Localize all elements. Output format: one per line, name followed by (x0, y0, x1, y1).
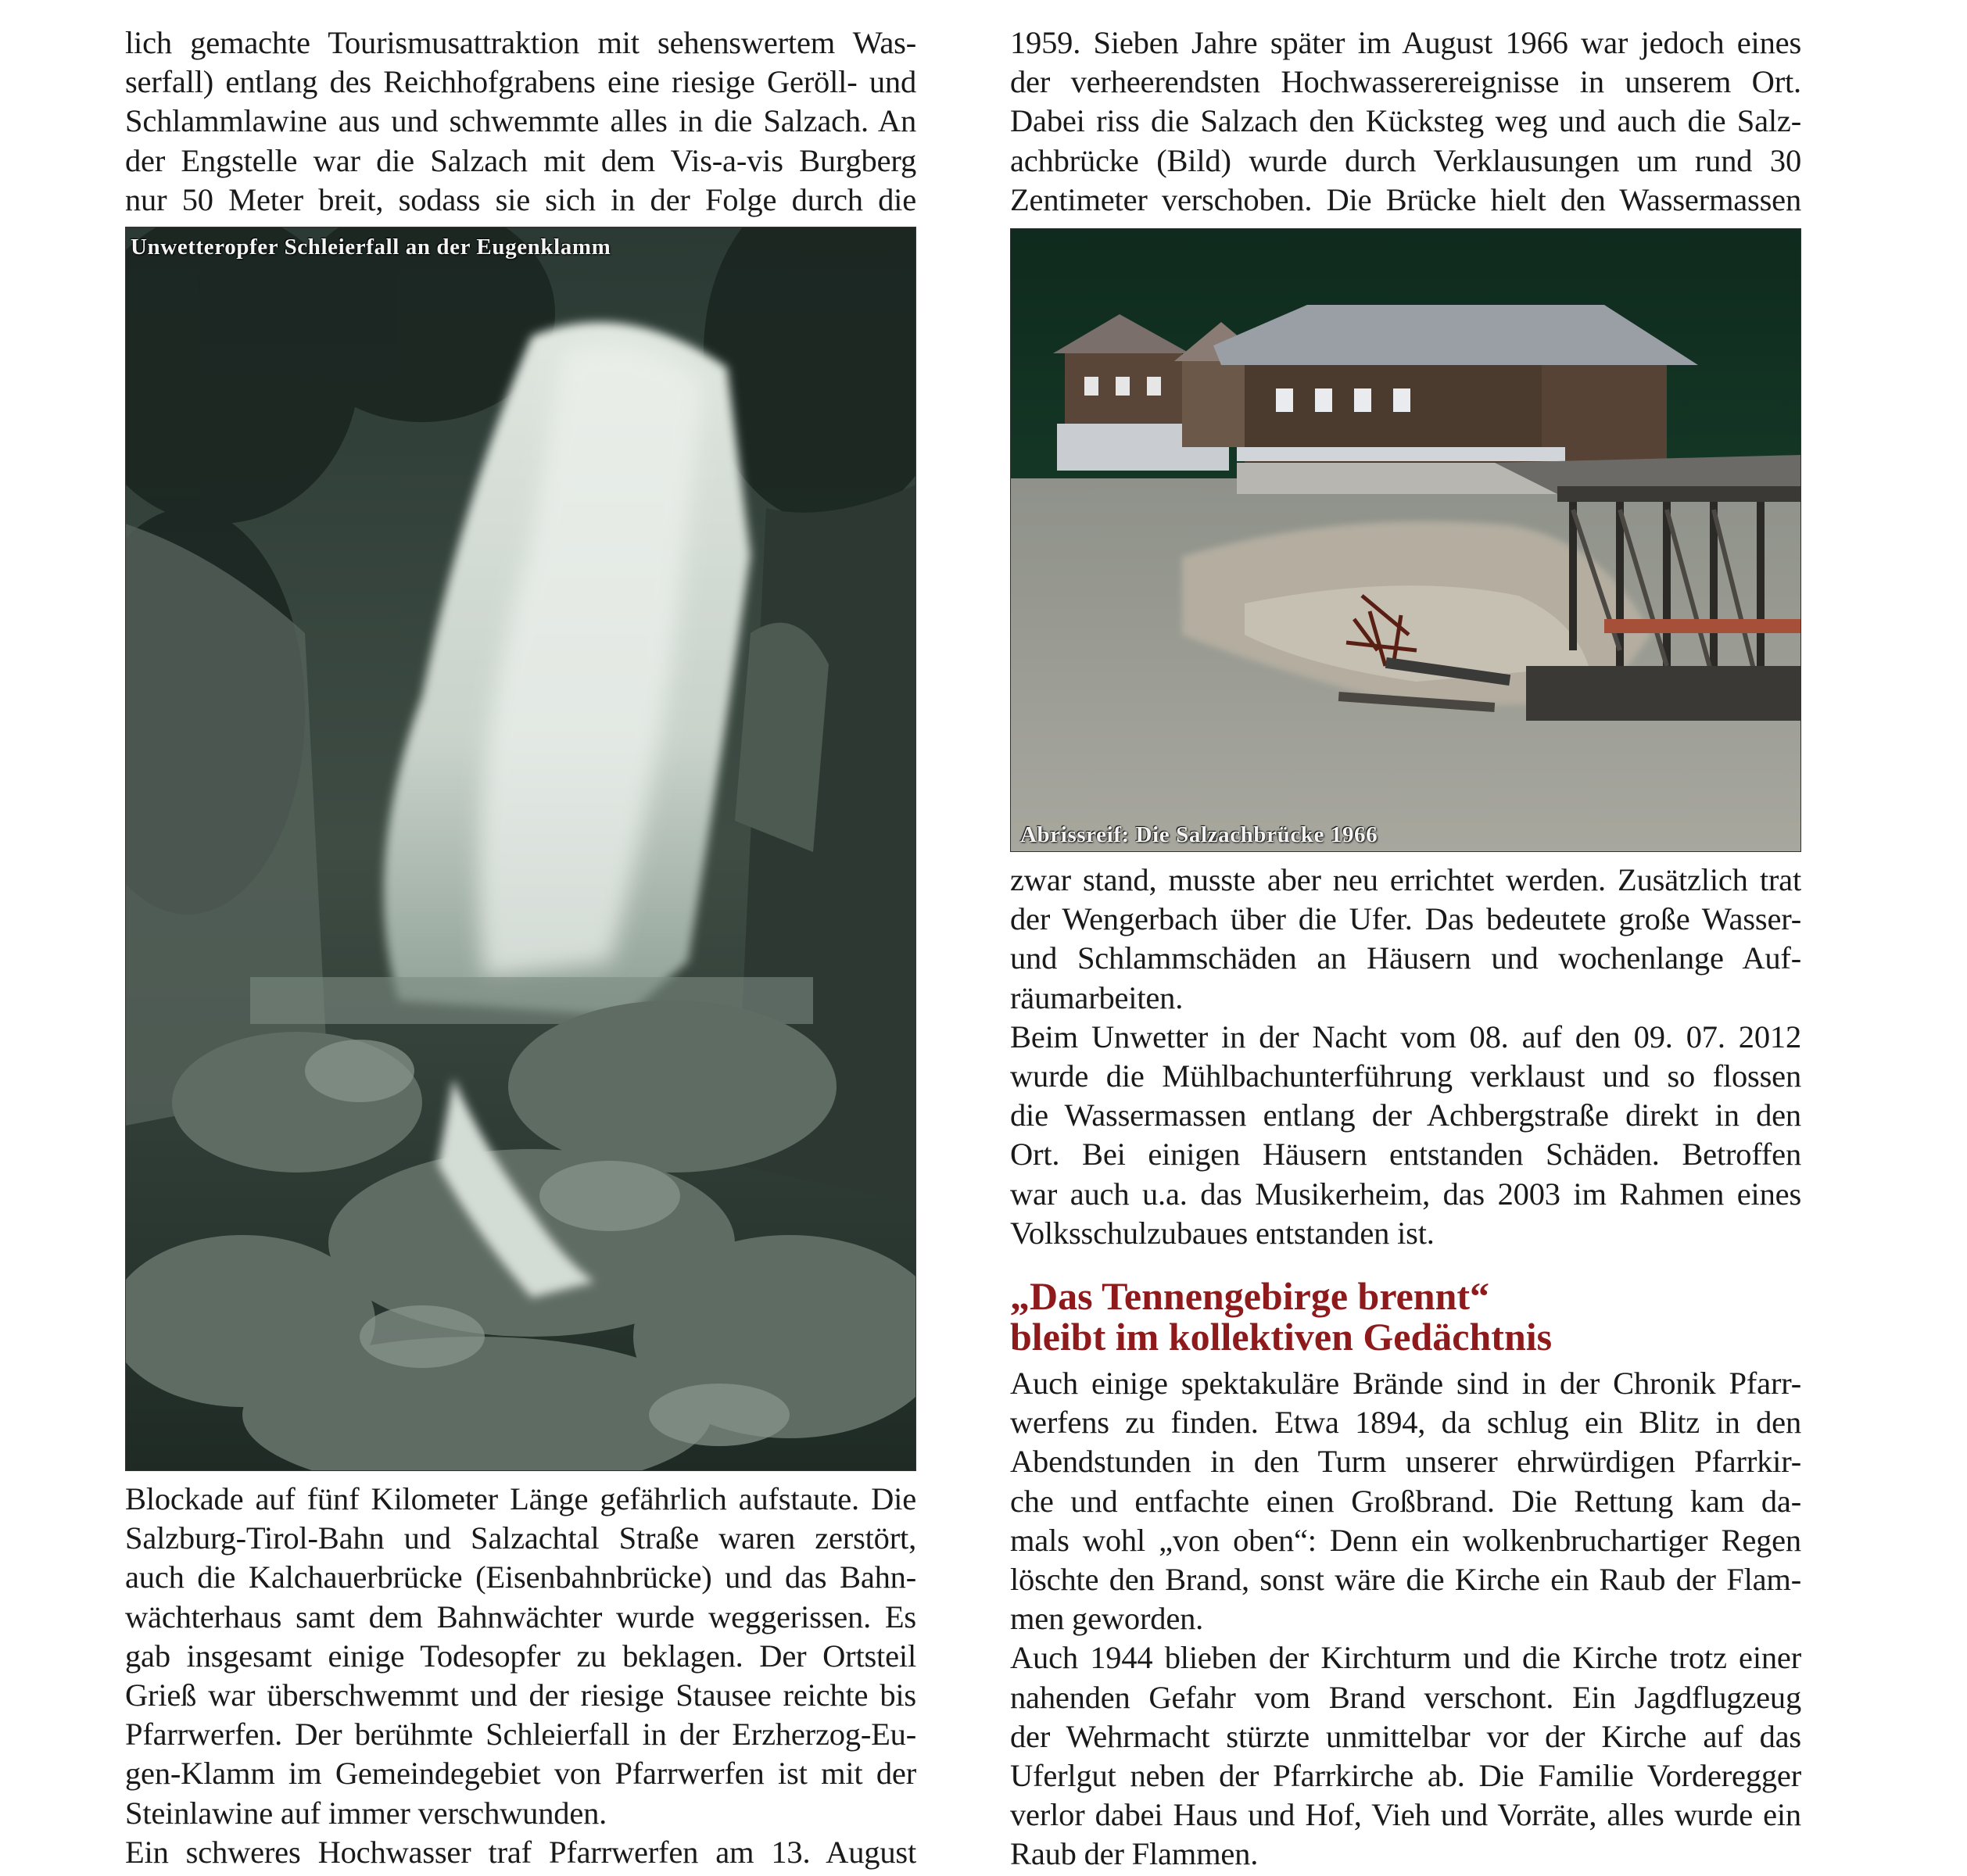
text-line: wurde die Mühlbachunterführung verklaust und so flossen (1010, 1058, 1801, 1094)
text-line: der Engstelle war die Salzach mit dem Vis-a-vis Burgberg (125, 142, 916, 178)
text-line: Auch 1944 blieben der Kirchturm und die Kirche trotz einer (1010, 1640, 1801, 1676)
text-line: Beim Unwetter in der Nacht vom 08. auf den 09. 07. 2012 (1010, 1019, 1801, 1054)
bridge-flood-photo (1010, 228, 1801, 852)
text-line: Ort. Bei einigen Häusern entstanden Schäden. Betroffen (1010, 1137, 1801, 1172)
text-line: Uferlgut neben der Pfarrkirche ab. Die Familie Vorderegger (1010, 1757, 1801, 1793)
text-line: Zentimeter verschoben. Die Brücke hielt den Wassermassen (1010, 181, 1801, 217)
text-line: nahenden Gefahr vom Brand verschont. Ein Jagdflugzeug (1010, 1679, 1801, 1715)
text-line: gen-Klamm im Gemeindegebiet von Pfarrwerfen ist mit der (125, 1756, 916, 1792)
waterfall-photo-caption: Unwetteropfer Schleierfall an der Eugenklamm (131, 234, 611, 260)
text-line: Volksschulzubaues entstanden ist. (1010, 1215, 1435, 1251)
text-line: Steinlawine auf immer verschwunden. (125, 1795, 607, 1831)
text-line: der verheerendsten Hochwasserereignisse in unserem Ort. (1010, 64, 1801, 100)
bridge-flood-image (1010, 228, 1801, 852)
heading-line-1: „Das Tennengebirge brennt“ (1010, 1274, 1490, 1318)
waterfall-photo (125, 227, 916, 1471)
text-line: che und entfachte einen Großbrand. Die Rettung kam da- (1010, 1483, 1801, 1519)
text-line: der Wengerbach über die Ufer. Das bedeutete große Wasser- (1010, 901, 1801, 937)
right-middle-paragraph (1010, 861, 1801, 1253)
right-bottom-paragraph (1010, 1364, 1801, 1874)
text-line: 1959. Sieben Jahre später im August 1966 war jedoch eines (1010, 25, 1801, 60)
text-line: zwar stand, musste aber neu errichtet werden. Zusätzlich trat (1010, 862, 1801, 897)
text-line: löschte den Brand, sonst wäre die Kirche ein Raub der Flam- (1010, 1561, 1801, 1597)
text-line: auch die Kalchauerbrücke (Eisenbahnbrücke) und das Bahn- (125, 1559, 916, 1595)
section-heading (1010, 1276, 1801, 1357)
text-line: mals wohl „von oben“: Denn ein wolkenbruchartiger Regen (1010, 1522, 1801, 1558)
text-line: werfens zu finden. Etwa 1894, da schlug ein Blitz in den (1010, 1405, 1801, 1441)
text-line: räumarbeiten. (1010, 979, 1184, 1015)
text-line: die Wassermassen entlang der Achbergstraße direkt in den (1010, 1097, 1801, 1133)
text-line: Auch einige spektakuläre Brände sind in der Chronik Pfarr- (1010, 1366, 1801, 1401)
bridge-photo-caption: Abrissreif: Die Salzachbrücke 1966 (1020, 822, 1378, 847)
waterfall-image (125, 227, 916, 1471)
text-line: wächterhaus samt dem Bahnwächter wurde weggerissen. Es (125, 1599, 916, 1634)
text-line: verlor dabei Haus und Hof, Vieh und Vorräte, alles wurde ein (1010, 1797, 1801, 1833)
text-line: war auch u.a. das Musikerheim, das 2003 im Rahmen eines (1010, 1176, 1801, 1212)
text-line: und Schlammschäden an Häusern und wochenlange Auf- (1010, 940, 1801, 976)
right-top-paragraph (1010, 23, 1801, 220)
text-line: Grieß war überschwemmt und der riesige Stausee reichte bis (125, 1677, 916, 1713)
left-top-paragraph (125, 23, 916, 220)
text-line: serfall) entlang des Reichhofgrabens eine riesige Geröll- und (125, 64, 916, 100)
text-line: Ein schweres Hochwasser traf Pfarrwerfen am 13. August (125, 1834, 916, 1870)
text-line: lich gemachte Tourismusattraktion mit sehenswertem Was- (125, 25, 916, 60)
text-line: Salzburg-Tirol-Bahn und Salzachtal Straße waren zerstört, (125, 1520, 916, 1556)
left-bottom-paragraph (125, 1480, 916, 1872)
text-line: Dabei riss die Salzach den Kücksteg weg und auch die Salz- (1010, 103, 1801, 139)
text-line: Raub der Flammen. (1010, 1836, 1259, 1872)
text-line: Blockade auf fünf Kilometer Länge gefährlich aufstaute. Die (125, 1481, 916, 1516)
text-line: Abendstunden in den Turm unserer ehrwürdigen Pfarrkir- (1010, 1444, 1801, 1480)
text-line: achbrücke (Bild) wurde durch Verklausungen um rund 30 (1010, 142, 1801, 178)
text-line: gab insgesamt einige Todesopfer zu beklagen. Der Ortsteil (125, 1638, 916, 1674)
text-line: men geworden. (1010, 1601, 1204, 1637)
text-line: Schlammlawine aus und schwemmte alles in die Salzach. An (125, 103, 916, 139)
text-line: nur 50 Meter breit, sodass sie sich in der Folge durch die (125, 181, 916, 217)
text-line: Pfarrwerfen. Der berühmte Schleierfall in der Erzherzog-Eu- (125, 1717, 916, 1752)
text-line: der Wehrmacht stürzte unmittelbar vor der Kirche auf das (1010, 1718, 1801, 1754)
heading-line-2: bleibt im kollektiven Gedächtnis (1010, 1315, 1553, 1359)
